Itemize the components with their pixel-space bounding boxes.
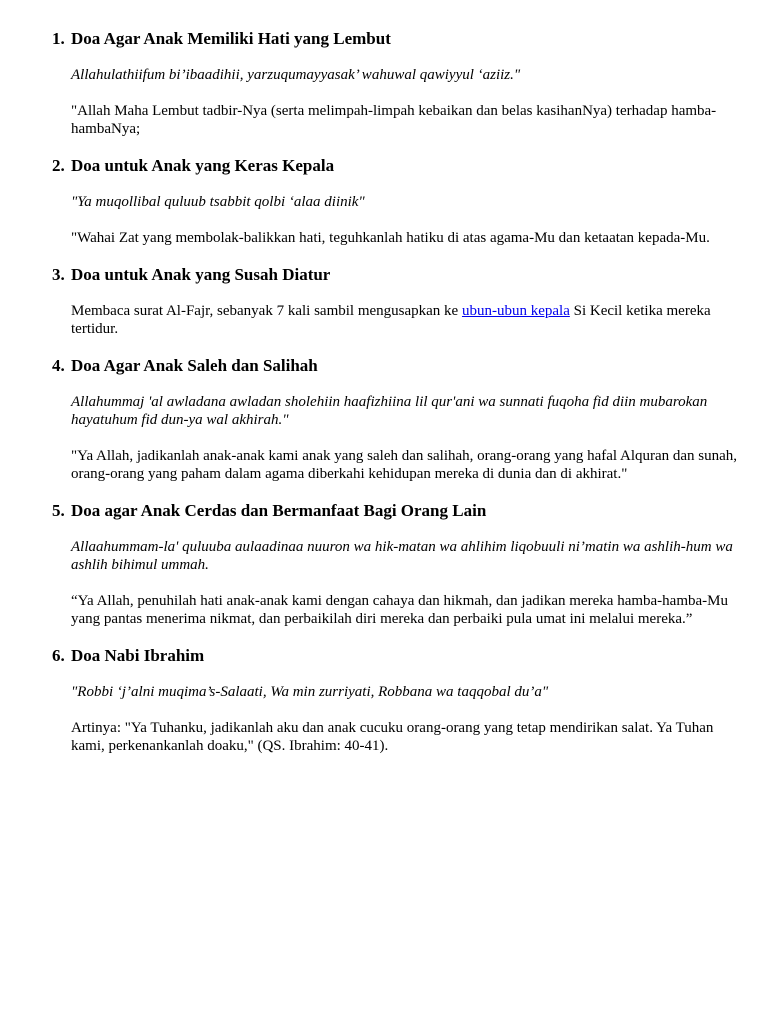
- section-1: [0, 28, 738, 138]
- instruction-text-before: Membaca surat Al-Fajr, sebanyak 7 kali sambil mengusapkan ke: [71, 303, 462, 319]
- section-4: [0, 355, 738, 483]
- section-heading: [52, 155, 738, 176]
- arabic-transliteration: "Robbi ‘j’alni muqima’s-Salaati, Wa min zurriyati, Robbana wa taqqobal du’a": [71, 684, 549, 700]
- section-6: [0, 645, 738, 755]
- section-number: 4.: [52, 356, 65, 375]
- section-3: [0, 264, 738, 338]
- meaning-text: "Ya Allah, jadikanlah anak-anak kami anak yang saleh dan salihah, orang-orang yang hafal Alquran dan sunah, orang-orang yang paham dalam agama diberkahi kehidupan mereka di dunia dan di akhirat.": [71, 448, 738, 482]
- section-number: 1.: [52, 29, 65, 48]
- doa-list: [0, 28, 738, 755]
- arabic-transliteration: Allahulathiifum bi’ibaadihii, yarzuqumayyasak’ wahuwal qawiyyul ‘aziiz.": [71, 67, 521, 83]
- section-title: Doa untuk Anak yang Keras Kepala: [71, 156, 335, 175]
- section-number: 5.: [52, 501, 65, 520]
- section-heading: [52, 28, 738, 49]
- section-title: Doa untuk Anak yang Susah Diatur: [71, 265, 331, 284]
- section-title: Doa Agar Anak Saleh dan Salihah: [71, 356, 318, 375]
- arabic-transliteration: "Ya muqollibal quluub tsabbit qolbi ‘alaa diinik": [71, 194, 365, 210]
- meaning-text: "Allah Maha Lembut tadbir-Nya (serta melimpah-limpah kebaikan dan belas kasihanNya) terhadap hamba-hambaNya;: [71, 103, 717, 137]
- arabic-transliteration: Allahummaj 'al awladana awladan sholehiin haafizhiina lil qur'ani wa sunnati fuqoha fid diin mubarokan hayatuhum fid dun-ya wal akhirah.": [71, 394, 708, 428]
- section-5: [0, 500, 738, 628]
- instruction-text-after: Si Kecil ketika mereka tertidur.: [71, 303, 711, 337]
- section-number: 6.: [52, 646, 65, 665]
- arabic-transliteration: Allaahummam-la' quluuba aulaadinaa nuuron wa hik-matan wa ahlihim liqobuuli ni’matin wa ashlih-hum wa ashlih bihimul ummah.: [71, 539, 733, 573]
- section-title: Doa agar Anak Cerdas dan Bermanfaat Bagi Orang Lain: [71, 501, 487, 520]
- section-heading: [52, 355, 738, 376]
- section-number: 3.: [52, 265, 65, 284]
- section-title: Doa Agar Anak Memiliki Hati yang Lembut: [71, 29, 391, 48]
- section-heading: [52, 500, 738, 521]
- meaning-text: Artinya: "Ya Tuhanku, jadikanlah aku dan anak cucuku orang-orang yang tetap mendirikan salat. Ya Tuhan kami, perkenankanlah doaku," (QS. Ibrahim: 40-41).: [71, 720, 714, 754]
- ubun-ubun-kepala-link[interactable]: ubun-ubun kepala: [461, 303, 570, 319]
- section-number: 2.: [52, 156, 65, 175]
- meaning-text: “Ya Allah, penuhilah hati anak-anak kami dengan cahaya dan hikmah, dan jadikan mereka hamba-hamba-Mu yang pantas menerima nikmat, dan perbaikilah diri mereka dan perbaiki pula umat ini melalui mereka.”: [71, 593, 728, 627]
- meaning-text: "Wahai Zat yang membolak-balikkan hati, teguhkanlah hatiku di atas agama-Mu dan ketaatan kepada-Mu.: [71, 230, 710, 246]
- section-heading: [52, 645, 738, 666]
- section-title: Doa Nabi Ibrahim: [71, 646, 205, 665]
- instruction-text: [71, 302, 738, 338]
- section-2: [0, 155, 738, 247]
- section-heading: [52, 264, 738, 285]
